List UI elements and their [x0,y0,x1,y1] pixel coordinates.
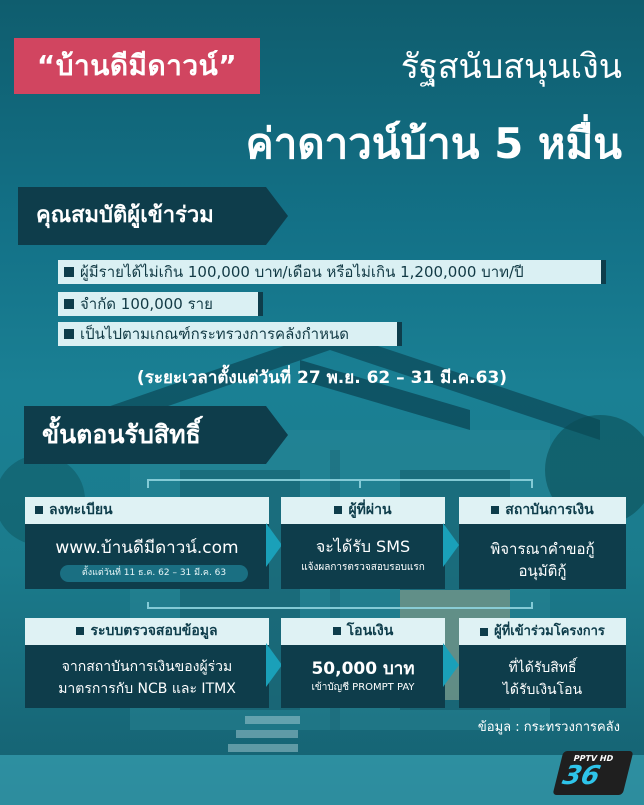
page-subtitle: รัฐสนับสนุนเงิน [400,47,622,87]
step-line1: จากสถาบันการเงินของผู้ร่วม [61,659,233,675]
step-box-header-text: ลงทะเบียน [49,502,113,518]
step-box-register [25,497,269,589]
data-source: ข้อมูล : กระทรวงการคลัง [477,720,620,735]
step-box-verify [25,618,269,708]
step-box-header-text: ผู้ที่ผ่าน [348,502,392,518]
step-box-header [459,497,626,524]
register-period-pill: ตั้งแต่วันที่ 11 ธ.ค. 62 – 31 มี.ค. 63 [60,565,248,582]
steps-heading-text: ขั้นตอนรับสิทธิ์ [42,420,201,449]
qualification-item [58,292,263,316]
step-box-header [25,497,269,524]
step-box-header-text: ผู้ที่เข้าร่วมโครงการ [494,624,605,639]
step-box-header [459,618,626,645]
qualification-item [58,260,606,284]
step-box-participant [459,618,626,708]
campaign-tag: “บ้านดีมีดาวน์” [14,38,260,94]
bullet-square-icon [333,627,341,635]
step-line2: แจ้งผลการตรวจสอบรอบแรก [301,562,425,573]
step-line1: จะได้รับ SMS [315,537,411,556]
register-website: www.บ้านดีมีดาวน์.com [55,538,239,558]
step-box-header [281,497,445,524]
page-title: ค่าดาวน์บ้าน 5 หมื่น [245,119,622,168]
pptv-logo [553,751,634,795]
chevron-right-icon [266,523,282,567]
step-line2: อนุมัติกู้ [518,562,567,580]
logo-channel-number: 36 [559,761,604,791]
step-box-header-text: สถาบันการเงิน [505,502,594,518]
qualifications-heading [18,187,266,245]
logo-brand-text: PPTV HD [572,754,615,763]
qualification-item-text: ผู้มีรายได้ไม่เกิน 100,000 บาท/เดือน หรือไม่เกิน 1,200,000 บาท/ปี [80,263,524,281]
bullet-square-icon [480,628,488,636]
step-line2: เข้าบัญชี PROMPT PAY [311,682,415,693]
program-period: (ระยะเวลาตั้งแต่วันที่ 27 พ.ย. 62 – 31 มี.ค.63) [136,368,508,388]
step-box-transfer [281,618,445,708]
step-box-header [25,618,269,645]
bullet-square-icon [76,627,84,635]
chevron-right-icon [443,523,459,567]
transfer-amount: 50,000 บาท [311,659,415,679]
chevron-right-icon [266,643,282,687]
qualification-item-text: จำกัด 100,000 ราย [80,295,213,313]
qualification-item [58,322,402,346]
step-line1: ที่ได้รับสิทธิ์ [508,660,577,676]
bullet-square-icon [491,506,499,514]
qualification-item-text: เป็นไปตามเกณฑ์กระทรวงการคลังกำหนด [80,325,349,343]
step-line1: พิจารณาคำขอกู้ [490,540,595,558]
step-box-bank [459,497,626,589]
step-line2: มาตรการกับ NCB และ ITMX [58,681,236,697]
step-box-sms [281,497,445,589]
qualifications-heading-text: คุณสมบัติผู้เข้าร่วม [36,203,214,228]
steps-heading [24,406,266,464]
step-box-header-text: ระบบตรวจสอบข้อมูล [90,623,218,639]
step-line2: ได้รับเงินโอน [502,682,583,698]
step-box-header-text: โอนเงิน [346,623,394,639]
chevron-right-icon [443,643,459,687]
bullet-square-icon [35,506,43,514]
bullet-square-icon [334,506,342,514]
step-box-header [281,618,445,645]
